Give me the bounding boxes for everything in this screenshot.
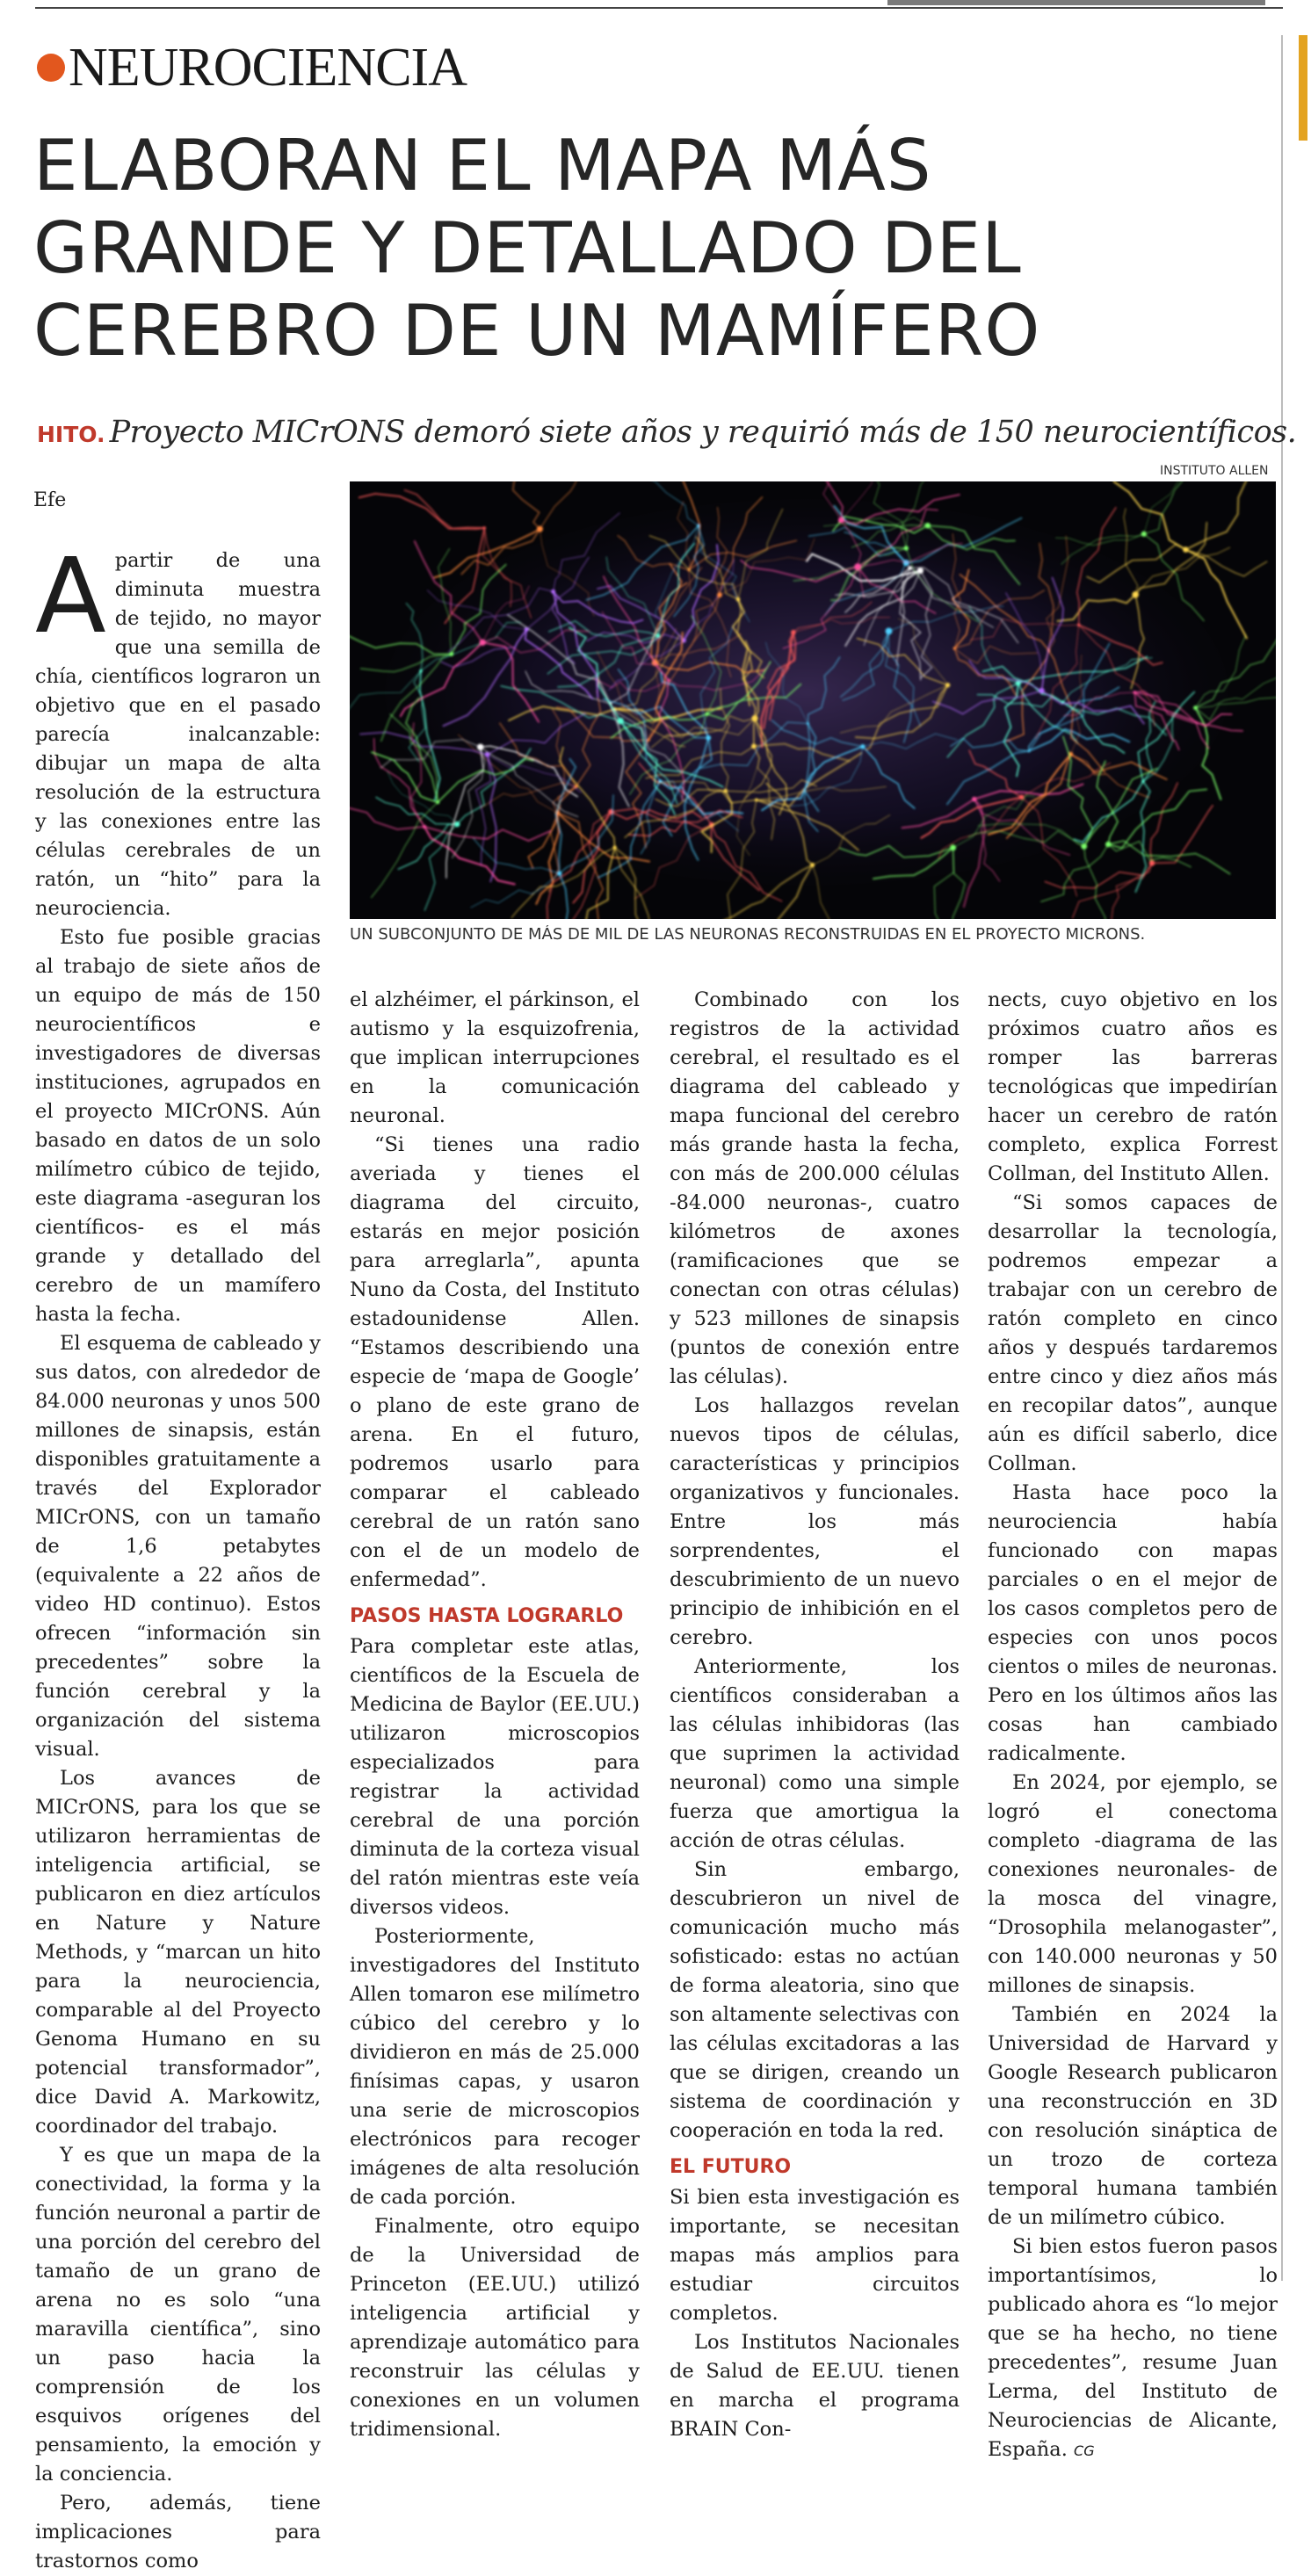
neuron-soma xyxy=(454,821,460,827)
neuron-soma xyxy=(483,526,486,529)
headline xyxy=(33,125,1264,373)
neuron-soma xyxy=(1141,780,1145,784)
neuron-soma xyxy=(723,789,728,793)
neuron-soma xyxy=(617,718,623,724)
neuron-soma xyxy=(1183,546,1188,552)
section-name: NEUROCIENCIA xyxy=(69,37,467,98)
neuron-soma xyxy=(1141,532,1147,537)
subhead: PASOS HASTA LOGRARLO xyxy=(350,1605,624,1627)
text-column-2 xyxy=(350,986,640,2444)
paragraph: Finalmente, otro equipo de la Universidad de Princeton (EE.UU.) utilizó inteligencia artificial y aprendizaje automático para reconstruir las células y conexiones en un volumen tridimensional. xyxy=(350,2215,640,2441)
paragraph: Los hallazgos revelan nuevos tipos de células, características y principios organizativos y funcionales. Entre los más sorprendentes, el descubrimiento de un nuevo principio de inhibición en el cerebro. xyxy=(670,1394,960,1649)
neuron-soma xyxy=(736,597,741,602)
paragraph-text: Si bien estos fueron pasos importantísimos, lo publicado ahora es “lo mejor que se ha hecho, no tiene precedentes”, resume Juan Lerma, del Instituto de Neurociencias de Alicante, España. xyxy=(988,2235,1278,2461)
paragraph: Si bien esta investigación es importante, se necesitan mapas más amplios para estudiar circuitos completos. xyxy=(670,2186,960,2325)
paragraph: Esto fue posible gracias al trabajo de siete años de un equipo de más de 150 neurocientíficos e investigadores de diversas instituciones, agrupados en el proyecto MICrONS. Aún basado en datos de un solo milímetro cúbico de tejido, este diagrama -aseguran los científicos- es el más grande y detallado del cerebro de un mamífero hasta la fecha. xyxy=(35,926,321,1326)
neuron-soma xyxy=(557,872,561,876)
neuron-soma xyxy=(807,722,809,725)
neuron-soma xyxy=(860,744,865,749)
neuron-soma xyxy=(1039,688,1044,693)
neuron-soma xyxy=(1019,795,1025,800)
neuron-soma xyxy=(917,568,923,574)
byline: Efe xyxy=(33,489,67,511)
neuron-soma xyxy=(423,825,426,829)
paragraph: Combinado con los registros de la actividad cerebral, el resultado es el diagrama del cableado y mapa funcional del cerebro más grande hasta la fecha, con más de 200.000 células -84.000 neuronas-, cuatro kilómetros de axones (ramificaciones que se conectan con otras células) y 523 millones de sinapsis (puntos de conexión entre las células). xyxy=(670,988,960,1388)
paragraph: También en 2024 la Universidad de Harvard y Google Research publicaron una reconstrucción en 3D con resolución sináptica de un trozo de corteza temporal humana también de un milímetro cúbico. xyxy=(988,2003,1278,2229)
neuron-soma xyxy=(436,800,439,804)
section-dot-icon xyxy=(37,54,65,82)
kicker-deck: Proyecto MICrONS demoró siete años y requirió más de 150 neurocientíficos. xyxy=(109,415,1297,450)
neuron-soma xyxy=(751,743,757,749)
paragraph: “Si somos capaces de desarrollar la tecnología, podremos empezar a trabajar con un cerebro de ratón completo en cinco años y después tardaremos entre cinco y diez años más en recopilar datos”, aunque aún es difícil saberlo, dice Collman. xyxy=(988,1191,1278,1475)
neuron-soma xyxy=(525,627,529,632)
neuron-soma xyxy=(647,739,649,742)
paragraph: Posteriormente, investigadores del Instituto Allen tomaron ese milímetro cúbico del cerebro y lo dividieron en más de 25.000 finísimas capas, y usaron una serie de microscopios electrónicos para recoger imágenes de alta resolución de cada porción. xyxy=(350,1925,640,2209)
neuron-soma xyxy=(1081,843,1087,850)
section-label xyxy=(37,37,467,98)
paragraph: Los avances de MICrONS, para los que se utilizaron herramientas de inteligencia artificial, se publicaron en diez artículos en Nature y Nature Methods, y “marcan un hito para la neurociencia, comparable al del Proyecto Genoma Humano en su potencial transformador”, dice David A. Markowitz, coordinador del trabajo. xyxy=(35,1767,321,2138)
neuron-soma xyxy=(667,678,670,681)
neuron-soma xyxy=(656,633,661,638)
neuron-soma xyxy=(904,546,909,550)
headline-line: CEREBRO DE UN MAMÍFERO xyxy=(33,290,1041,372)
headline-line: GRANDE Y DETALLADO DEL xyxy=(33,207,1022,289)
kicker xyxy=(37,415,1296,450)
neuron-soma xyxy=(945,683,950,687)
drop-cap: A xyxy=(35,535,106,656)
paragraph: nects, cuyo objetivo en los próximos cuatro años es romper las barreras tecnológicas que impedirían hacer un cerebro de ratón completo, explica Forrest Collman, del Instituto Allen. xyxy=(988,988,1278,1185)
neuron-soma xyxy=(1149,860,1155,866)
margin-color-bar xyxy=(1299,35,1307,141)
neuron-photo xyxy=(350,481,1276,919)
neuron-soma xyxy=(886,627,893,634)
photo-credit: INSTITUTO ALLEN xyxy=(1160,464,1269,478)
paragraph: Hasta hace poco la neurociencia había funcionado con mapas parciales o en el mejor de los casos completos pero de especies con unos pocos cientos o miles de neuronas. Pero en los últimos años las cosas han cambiado radicalmente. xyxy=(988,1481,1278,1765)
neuron-soma xyxy=(925,523,931,529)
neuron-image xyxy=(350,481,1276,919)
neuron-soma xyxy=(537,526,543,532)
neuron-soma xyxy=(950,844,956,850)
neuron-soma xyxy=(706,735,711,741)
end-mark: CG xyxy=(1074,2442,1095,2459)
neuron-soma xyxy=(972,797,977,802)
neuron-soma xyxy=(485,752,490,757)
neuron-soma xyxy=(810,863,815,867)
neuron-soma xyxy=(1105,842,1112,848)
paragraph: Los Institutos Nacionales de Salud de EE.UU. tienen en marcha el programa BRAIN Con- xyxy=(670,2331,960,2441)
paragraph xyxy=(988,2232,1278,2465)
headline-line: ELABORAN EL MAPA MÁS xyxy=(33,125,932,206)
neuron-soma xyxy=(854,563,861,570)
paragraph: Pero, además, tiene implicaciones para trastornos como xyxy=(35,2492,321,2572)
neuron-soma xyxy=(575,785,578,788)
neuron-soma xyxy=(953,647,957,650)
text-column-3 xyxy=(670,986,960,2444)
paragraph: partir de una diminuta muestra de tejido, no mayor que una semilla de chía, científicos lograron un objetivo que en el pasado parecía inalcanzable: dibujar un mapa de alta resolución de la estructura y las conexiones entre las células cerebrales de un ratón, un “hito” para la neurociencia. xyxy=(35,549,321,920)
text-column-4 xyxy=(988,986,1278,2465)
neuron-soma xyxy=(751,715,757,721)
neuron-soma xyxy=(1132,591,1139,598)
paragraph: El esquema de cableado y sus datos, con alrededor de 84.000 neuronas y unos 500 millones de sinapsis, están disponibles gratuitamente a través del Explorador MICrONS, con un tamaño de 1,6 petabytes (equivalente a 22 años de video HD continuo). Estos ofrecen “información sin precedentes” sobre la función cerebral y la organización del sistema visual. xyxy=(35,1332,321,1761)
neuron-soma xyxy=(477,744,483,750)
neuron-soma xyxy=(755,799,758,802)
paragraph: “Si tienes una radio averiada y tienes el diagrama del circuito, estarás en mejor posición para arreglarla”, apunta Nuno da Costa, del Instituto estadounidense Allen. “Estamos describiendo una especie de ‘mapa de Google’ o plano de este grano de arena. En el futuro, podremos usarlo para comparar el cableado cerebral de un ratón sano con el de un modelo de enfermedad”. xyxy=(350,1133,640,1591)
neuron-soma xyxy=(838,517,844,524)
neuron-soma xyxy=(419,669,423,673)
paragraph: Y es que un mapa de la conectividad, la forma y la función neuronal a partir de una porción del cerebro del tamaño de un grano de arena no es solo “una maravilla científica”, sino un paso hacia la comprensión de los esquivos orígenes del pensamiento, la emoción y la conciencia. xyxy=(35,2144,321,2486)
neuron-soma xyxy=(717,592,722,597)
neuron-soma xyxy=(612,845,616,849)
neuron-soma xyxy=(480,640,486,646)
paragraph: el alzhéimer, el párkinson, el autismo y la esquizofrenia, que implican interrupciones en la comunicación neuronal. xyxy=(350,988,640,1127)
paragraph: Anteriormente, los científicos consideraban a las células inhibidoras (las que suprimen la actividad neuronal) como una simple fuerza que amortigua la acción de otras células. xyxy=(670,1655,960,1852)
neuron-soma xyxy=(1077,624,1080,626)
text-column-1 xyxy=(35,535,321,2576)
neuron-soma xyxy=(705,713,708,716)
neuron-soma xyxy=(1028,749,1031,752)
neuron-soma xyxy=(903,560,909,566)
adjacent-page-edge xyxy=(1281,35,1311,2281)
paragraph: Sin embargo, descubrieron un nivel de comunicación mucho más sofisticado: estas no actúan de forma aleatoria, sino que son altamente selectivas con las células excitadoras a las que se dirigen, creando un sistema de coordinación y cooperación en toda la red. xyxy=(670,1858,960,2142)
paragraph: Para completar este atlas, científicos de la Escuela de Medicina de Baylor (EE.UU.) utilizaron microscopios especializados para registrar la actividad cerebral de una porción diminuta de la corteza visual del ratón mientras este veía diversos videos. xyxy=(350,1635,640,1919)
kicker-tag: HITO. xyxy=(37,422,105,447)
neuron-soma xyxy=(449,652,453,656)
neuron-soma xyxy=(908,566,912,570)
neuron-soma xyxy=(551,590,555,594)
neuron-soma xyxy=(791,630,796,635)
paragraph: En 2024, por ejemplo, se logró el conectoma completo -diagrama de las conexiones neuronales- de la mosca del vinagre, “Drosophila melanogaster”, con 140.000 neuronas y 50 millones de sinapsis. xyxy=(988,1771,1278,1997)
subhead: EL FUTURO xyxy=(670,2156,792,2178)
photo-caption: UN SUBCONJUNTO DE MÁS DE MIL DE LAS NEURONAS RECONSTRUIDAS EN EL PROYECTO MICRONS. xyxy=(350,925,1146,944)
masthead-strip xyxy=(887,0,1265,5)
neuron-soma xyxy=(697,525,699,527)
neuron-soma xyxy=(1193,706,1198,710)
neuron-soma xyxy=(1134,691,1137,694)
